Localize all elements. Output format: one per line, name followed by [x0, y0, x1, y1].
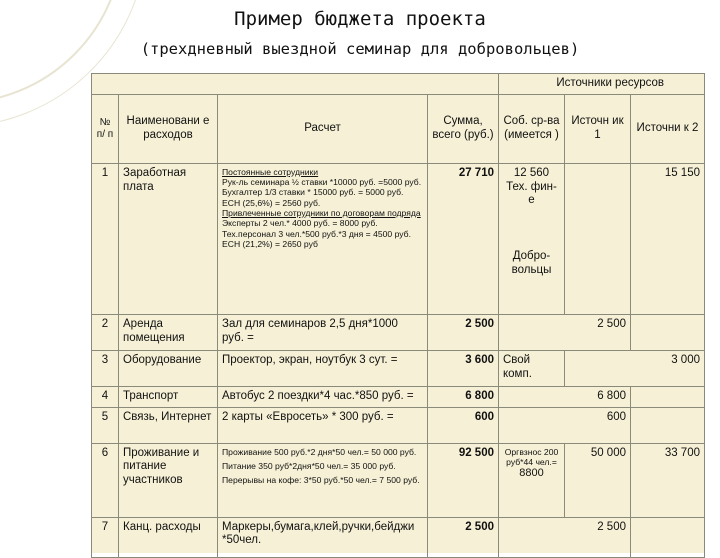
row-total: 92 500 [428, 443, 499, 517]
row-src2: 3 000 [565, 350, 705, 386]
row-calc: Автобус 2 поездки*4 час.*850 руб. = [218, 386, 428, 407]
table-row [92, 350, 705, 386]
header-row [92, 94, 705, 163]
calc-line: Бухгалтер 1/3 ставки * 15000 руб. = 5000 руб. [222, 187, 404, 198]
own-fee-value: 8800 [519, 467, 544, 480]
row-src1: 2 500 [499, 517, 631, 557]
row-calc [218, 163, 428, 314]
row-calc: Проектор, экран, ноутбук 3 сут. = [218, 350, 428, 386]
row-src2 [631, 314, 705, 350]
table-row [92, 407, 705, 443]
row-src2 [631, 386, 705, 407]
row-total: 2 500 [428, 314, 499, 350]
calc-line: Проживание 500 руб.*2 дня*50 чел.= 50 000 руб. [222, 446, 417, 457]
row-name: Аренда помещения [119, 314, 218, 350]
table-row [92, 314, 705, 350]
header-own: Соб. ср-ва (имеется ) [499, 94, 565, 163]
calc-line: Питание 350 руб*2дня*50 чел.= 35 000 руб. [222, 460, 396, 471]
row-src1: 6 800 [499, 386, 631, 407]
row-own [499, 163, 565, 314]
row-total: 3 600 [428, 350, 499, 386]
calc-line: ЕСН (25,6%) = 2560 руб. [222, 197, 321, 208]
row-number: 3 [92, 350, 119, 386]
row-name: Канц. расходы [119, 517, 218, 557]
calc-line: Рук-ль семинара ½ ставки *10000 руб. =5000 руб. [222, 177, 422, 188]
own-funds: 12 560 Тех. фин-е [506, 166, 557, 207]
row-calc: 2 карты «Евросеть» * 300 руб. = [218, 407, 428, 443]
row-src2: 15 150 [631, 163, 705, 314]
header-row-sources [92, 74, 705, 95]
calc-line: Перерывы на кофе: 3*50 руб.*50 чел.= 7 500 руб. [222, 475, 420, 486]
calc-line: Тех.персонал 3 чел.*500 руб.*3 дня = 4500 руб. [222, 228, 411, 239]
row-number: 2 [92, 314, 119, 350]
calc-line: ЕСН (21,2%) = 2650 руб [222, 238, 318, 249]
budget-table [91, 73, 705, 558]
row-number: 4 [92, 386, 119, 407]
header-src2: Источни к 2 [631, 94, 705, 163]
own-volunteers: Добро-вольцы [511, 250, 552, 276]
table-row [92, 163, 705, 314]
header-total: Сумма, всего (руб.) [428, 94, 499, 163]
row-own [499, 443, 565, 517]
row-name: Транспорт [119, 386, 218, 407]
table-row [92, 443, 705, 517]
row-src2 [631, 407, 705, 443]
table-row [92, 517, 705, 557]
row-total: 27 710 [428, 163, 499, 314]
calc-line: Постоянные сотрудники [222, 166, 319, 177]
row-name: Оборудование [119, 350, 218, 386]
row-name: Заработная плата [119, 163, 218, 314]
row-number: 5 [92, 407, 119, 443]
calc-line: Привлеченные сотрудники по договорам подряда [222, 208, 421, 219]
header-calc: Расчет [218, 94, 428, 163]
row-src1: 600 [499, 407, 631, 443]
row-total: 6 800 [428, 386, 499, 407]
row-number: 6 [92, 443, 119, 517]
row-number: 1 [92, 163, 119, 314]
table-row [92, 386, 705, 407]
row-name: Проживание и питание участников [119, 443, 218, 517]
row-number: 7 [92, 517, 119, 557]
row-calc: Маркеры,бумага,клей,ручки,бейджи *50чел. [218, 517, 428, 557]
row-total: 600 [428, 407, 499, 443]
row-own: Свой комп. [499, 350, 565, 386]
row-name: Связь, Интернет [119, 407, 218, 443]
row-calc [218, 443, 428, 517]
page-subtitle: (трехдневный выездной семинар для добровольцев) [140, 40, 580, 58]
row-src1 [565, 163, 631, 314]
row-src2: 33 700 [631, 443, 705, 517]
calc-line: Эксперты 2 чел.* 4000 руб. = 8000 руб. [222, 218, 378, 229]
row-total: 2 500 [428, 517, 499, 557]
header-no: № п/ п [92, 94, 119, 163]
row-src1: 50 000 [565, 443, 631, 517]
header-sources: Источники ресурсов [499, 74, 705, 95]
page-title: Пример бюджета проекта [234, 8, 486, 30]
row-calc: Зал для семинаров 2,5 дня*1000 руб. = [218, 314, 428, 350]
own-fee-text: Оргвзнос 200 руб*44 чел.= [504, 446, 559, 467]
row-src1: 2 500 [499, 314, 631, 350]
header-name: Наименовани е расходов [119, 94, 218, 163]
header-src1: Источн ик 1 [565, 94, 631, 163]
row-src2 [631, 517, 705, 557]
